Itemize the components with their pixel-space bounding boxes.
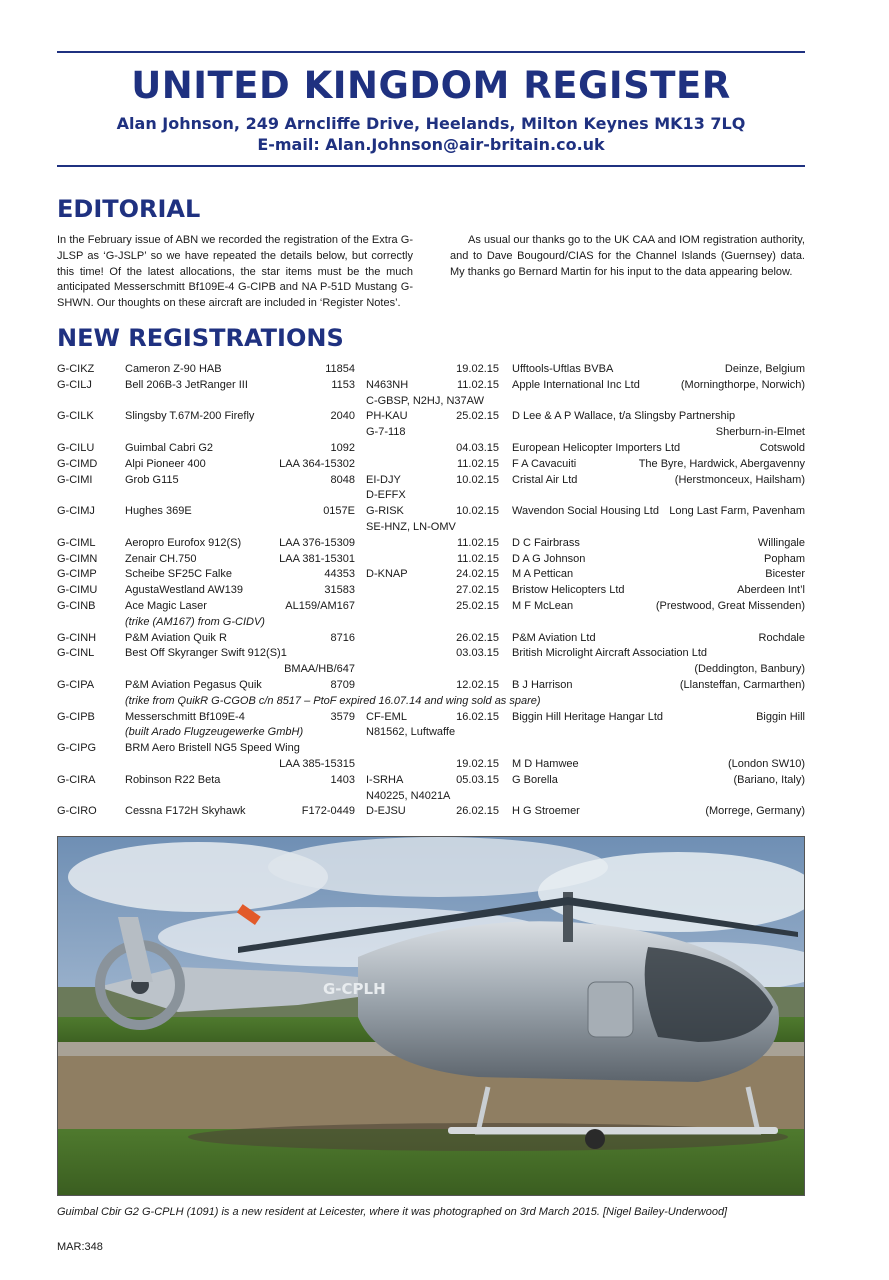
registration-note: (built Arado Flugzeugewerke GmbH) xyxy=(125,726,304,739)
registration-reg: G-CINL xyxy=(57,647,95,660)
registration-type: Scheibe SF25C Falke xyxy=(125,568,232,581)
editorial-paragraph-2: As usual our thanks go to the UK CAA and IOM registration authority, and to Dave Bougourd/CIAS for the Channel Islands (Guernsey) data. My thanks go Bernard Martin for his input to the data appearing below. xyxy=(450,234,805,278)
registration-owner: Biggin Hill Heritage Hangar Ltd xyxy=(512,710,664,723)
registration-type: Ace Magic Laser xyxy=(125,599,207,612)
registration-date: 04.03.15 xyxy=(456,441,499,454)
registration-type: Zenair CH.750 xyxy=(125,552,197,565)
registration-row xyxy=(57,552,805,568)
registration-row xyxy=(57,409,805,425)
cloud xyxy=(538,852,805,932)
registration-loc: Deinze, Belgium xyxy=(724,363,805,375)
registration-note: (trike from QuikR G-CGOB c/n 8517 – PtoF expired 16.07.14 and wing sold as spare) xyxy=(125,694,541,707)
registration-row xyxy=(57,457,805,473)
registration-date: 11.02.15 xyxy=(456,457,499,470)
registration-reg: G-CIMN xyxy=(57,552,98,565)
registration-cn: LAA 385-15315 xyxy=(279,757,355,770)
registration-type: BRM Aero Bristell NG5 Speed Wing xyxy=(125,742,300,755)
registration-prev: CF-EML xyxy=(366,710,407,723)
registration-row xyxy=(57,678,805,694)
registration-row xyxy=(57,488,805,504)
editor-address: Alan Johnson, 249 Arncliffe Drive, Heelands, Milton Keynes MK13 7LQ xyxy=(116,114,746,133)
registration-prev: EI-DJY xyxy=(366,473,401,486)
registration-type: Cessna F172H Skyhawk xyxy=(125,805,246,818)
registration-type: AgustaWestland AW139 xyxy=(125,584,244,597)
registration-row xyxy=(57,473,805,489)
registration-row xyxy=(57,804,805,820)
registration-prev: G-RISK xyxy=(366,505,404,518)
registration-owner: M D Hamwee xyxy=(512,757,579,770)
registration-cn: 31583 xyxy=(324,584,355,597)
editor-email[interactable]: E-mail: Alan.Johnson@air-britain.co.uk xyxy=(257,135,605,154)
registration-date: 27.02.15 xyxy=(456,584,499,597)
registration-owner: Apple International Inc Ltd xyxy=(512,378,640,391)
registration-cn: 8716 xyxy=(330,631,355,644)
registration-loc: (Morrege, Germany) xyxy=(705,805,805,818)
registration-date: 05.03.15 xyxy=(456,773,499,786)
registration-date: 10.02.15 xyxy=(456,505,499,518)
registration-cn: BMAA/HB/647 xyxy=(284,663,355,676)
registration-owner: Bristow Helicopters Ltd xyxy=(512,584,625,597)
registration-reg: G-CIPG xyxy=(57,742,97,755)
registration-row xyxy=(57,567,805,583)
registration-loc: Cotswold xyxy=(759,441,805,454)
registration-row xyxy=(57,646,805,662)
registration-loc: Long Last Farm, Pavenham xyxy=(669,505,805,518)
registration-reg: G-CIMU xyxy=(57,584,98,597)
registration-prev: SE-HNZ, LN-OMV xyxy=(366,520,456,533)
registration-owner: B J Harrison xyxy=(512,678,573,691)
registration-loc: (Bariano, Italy) xyxy=(733,773,805,786)
door xyxy=(588,982,633,1037)
registration-loc: The Byre, Hardwick, Abergavenny xyxy=(638,457,805,470)
registration-reg: G-CIRO xyxy=(57,805,97,818)
registration-type: Slingsby T.67M-200 Firefly xyxy=(125,410,255,423)
registration-type: P&M Aviation Pegasus Quik xyxy=(125,678,262,691)
skid-rail xyxy=(448,1127,778,1134)
registration-cn: LAA 376-15309 xyxy=(279,536,355,549)
registration-row xyxy=(57,504,805,520)
registration-cn: 0157E xyxy=(323,505,355,518)
registration-type: Robinson R22 Beta xyxy=(125,773,221,786)
registration-date: 19.02.15 xyxy=(456,757,499,770)
registration-row xyxy=(57,378,805,394)
registration-prev: D-EFFX xyxy=(366,489,406,502)
registration-prev: D-EJSU xyxy=(366,805,406,818)
photo-illustration xyxy=(58,837,805,1196)
registration-loc: Popham xyxy=(764,552,805,565)
registration-owner: G Borella xyxy=(512,773,558,786)
registration-row xyxy=(57,441,805,457)
registration-cn: AL159/AM167 xyxy=(285,599,355,612)
registration-loc: Rochdale xyxy=(758,631,805,644)
registration-reg: G-CIMI xyxy=(57,473,93,486)
registration-owner: British Microlight Aircraft Association Ltd xyxy=(512,647,708,660)
registration-loc: Biggin Hill xyxy=(756,710,805,723)
registrations-table xyxy=(57,362,805,820)
registration-date: 11.02.15 xyxy=(456,536,499,549)
registration-loc: (Llansteffan, Carmarthen) xyxy=(679,678,805,691)
registration-prev: PH-KAU xyxy=(366,410,408,423)
photo-caption: Guimbal Cbir G2 G-CPLH (1091) is a new resident at Leicester, where it was photographed on 3rd March 2015. [Nigel Bailey-Underwood] xyxy=(57,1206,728,1218)
registration-type: Aeropro Eurofox 912(S) xyxy=(125,536,242,549)
registration-row xyxy=(57,583,805,599)
registration-reg: G-CINH xyxy=(57,631,97,644)
registration-row xyxy=(57,615,805,631)
registration-loc: (Morningthorpe, Norwich) xyxy=(680,378,805,391)
registration-date: 26.02.15 xyxy=(456,631,499,644)
registration-date: 11.02.15 xyxy=(456,378,499,391)
registration-cn: 8048 xyxy=(330,473,355,486)
registration-loc: Aberdeen Int’l xyxy=(737,584,805,597)
registration-prev: N463NH xyxy=(366,378,409,391)
registration-owner: European Helicopter Importers Ltd xyxy=(512,441,681,454)
registration-date: 26.02.15 xyxy=(456,805,499,818)
registration-reg: G-CIKZ xyxy=(57,363,95,375)
registration-reg: G-CIRA xyxy=(57,773,96,786)
registration-reg: G-CIMJ xyxy=(57,505,95,518)
top-rule xyxy=(57,51,805,53)
registration-owner: D C Fairbrass xyxy=(512,536,580,549)
registration-date: 19.02.15 xyxy=(456,363,499,375)
registration-row xyxy=(57,741,805,757)
registration-reg: G-CIPA xyxy=(57,678,95,691)
registration-loc: Sherburn-in-Elmet xyxy=(715,426,805,439)
registration-row xyxy=(57,773,805,789)
registration-prev: G-7-118 xyxy=(366,426,406,439)
registration-reg: G-CILK xyxy=(57,410,94,423)
registration-date: 03.03.15 xyxy=(456,647,499,660)
registration-row xyxy=(57,757,805,773)
registration-type: Alpi Pioneer 400 xyxy=(125,457,206,470)
registration-cn: 44353 xyxy=(324,568,355,581)
registration-loc: (London SW10) xyxy=(727,757,805,770)
registration-date: 11.02.15 xyxy=(456,552,499,565)
registration-owner: M A Pettican xyxy=(512,568,574,581)
registration-owner: D A G Johnson xyxy=(512,552,586,565)
registration-owner: F A Cavacuiti xyxy=(512,457,577,470)
registration-row xyxy=(57,662,805,678)
registration-date: 16.02.15 xyxy=(456,710,499,723)
registration-prev: I-SRHA xyxy=(366,773,404,786)
registration-row xyxy=(57,394,805,410)
registration-loc: (Deddington, Banbury) xyxy=(694,663,805,676)
registration-row xyxy=(57,710,805,726)
registration-loc: Bicester xyxy=(765,568,805,581)
registration-owner: Wavendon Social Housing Ltd xyxy=(512,505,659,518)
registration-date: 25.02.15 xyxy=(456,410,499,423)
registration-reg: G-CIMD xyxy=(57,457,98,470)
registration-row xyxy=(57,694,805,710)
registration-type: Hughes 369E xyxy=(125,505,192,518)
registration-row xyxy=(57,631,805,647)
registration-prev: C-GBSP, N2HJ, N37AW xyxy=(366,394,484,407)
header-bottom-rule xyxy=(57,165,805,167)
page-number: MAR:348 xyxy=(57,1241,103,1253)
registration-type: Best Off Skyranger Swift 912(S)1 xyxy=(125,647,287,660)
registration-owner: Ufftools-Uftlas BVBA xyxy=(512,363,614,375)
registration-cn: 1403 xyxy=(330,773,355,786)
registration-row xyxy=(57,520,805,536)
registration-prev: D-KNAP xyxy=(366,568,408,581)
registration-loc: Willingale xyxy=(757,536,805,549)
registration-previous-identity: N81562, Luftwaffe xyxy=(366,726,456,739)
fuselage-registration: G-CPLH xyxy=(323,980,386,998)
registration-reg: G-CILU xyxy=(57,441,95,454)
registration-date: 12.02.15 xyxy=(456,678,499,691)
registration-owner: P&M Aviation Ltd xyxy=(512,631,596,644)
registration-owner: H G Stroemer xyxy=(512,805,580,818)
registration-row xyxy=(57,425,805,441)
registration-cn: 3579 xyxy=(330,710,355,723)
editorial-paragraph-1: In the February issue of ABN we recorded the registration of the Extra G-JLSP as ‘G-JSLP’ so we have repeated the details below, but correctly this time! Of the latest allocations, the star items must be the much anticipated Messerschmitt Bf109E-4 G-CIPB and NA P-51D Mustang G-SHWN. Our thoughts on these aircraft are included in ‘Register Notes’. xyxy=(57,234,413,310)
registration-cn: 11854 xyxy=(325,363,355,375)
registration-cn: LAA 364-15302 xyxy=(279,457,355,470)
registration-loc: (Prestwood, Great Missenden) xyxy=(655,599,805,612)
registration-cn: F172-0449 xyxy=(301,805,355,818)
editorial-heading: EDITORIAL xyxy=(57,195,201,223)
ground-wheel xyxy=(585,1129,605,1149)
new-registrations-heading: NEW REGISTRATIONS xyxy=(57,324,344,352)
registration-cn: 1092 xyxy=(330,441,355,454)
registration-reg: G-CIPB xyxy=(57,710,95,723)
registration-owner: M F McLean xyxy=(512,599,574,612)
registration-cn: LAA 381-15301 xyxy=(279,552,355,565)
registration-type: Grob G115 xyxy=(125,473,179,486)
registration-owner: D Lee & A P Wallace, t/a Slingsby Partnership xyxy=(512,410,736,423)
registration-row xyxy=(57,599,805,615)
registration-row xyxy=(57,536,805,552)
registration-date: 25.02.15 xyxy=(456,599,499,612)
registration-row xyxy=(57,789,805,805)
registration-cn: 2040 xyxy=(330,410,355,423)
registration-type: Guimbal Cabri G2 xyxy=(125,441,214,454)
page-title: UNITED KINGDOM REGISTER xyxy=(131,64,731,107)
registration-reg: G-CINB xyxy=(57,599,96,612)
registration-cn: 1153 xyxy=(331,378,355,391)
registration-type: Cameron Z-90 HAB xyxy=(125,363,222,375)
registration-type: Messerschmitt Bf109E-4 xyxy=(125,710,245,723)
registration-prev: N40225, N4021A xyxy=(366,789,451,802)
registration-reg: G-CIML xyxy=(57,536,96,549)
registration-date: 24.02.15 xyxy=(456,568,499,581)
registration-date: 10.02.15 xyxy=(456,473,499,486)
registration-reg: G-CILJ xyxy=(57,378,92,391)
registration-reg: G-CIMP xyxy=(57,568,97,581)
registration-type: P&M Aviation Quik R xyxy=(125,631,227,644)
registration-type: Bell 206B-3 JetRanger III xyxy=(125,378,248,391)
helicopter-photo xyxy=(57,836,805,1196)
registration-row xyxy=(57,725,805,741)
registration-row xyxy=(57,362,805,378)
registration-loc: (Herstmonceux, Hailsham) xyxy=(674,473,805,486)
registration-note: (trike (AM167) from G-CIDV) xyxy=(125,615,265,628)
registration-owner: Cristal Air Ltd xyxy=(512,473,578,486)
registration-cn: 8709 xyxy=(330,678,355,691)
